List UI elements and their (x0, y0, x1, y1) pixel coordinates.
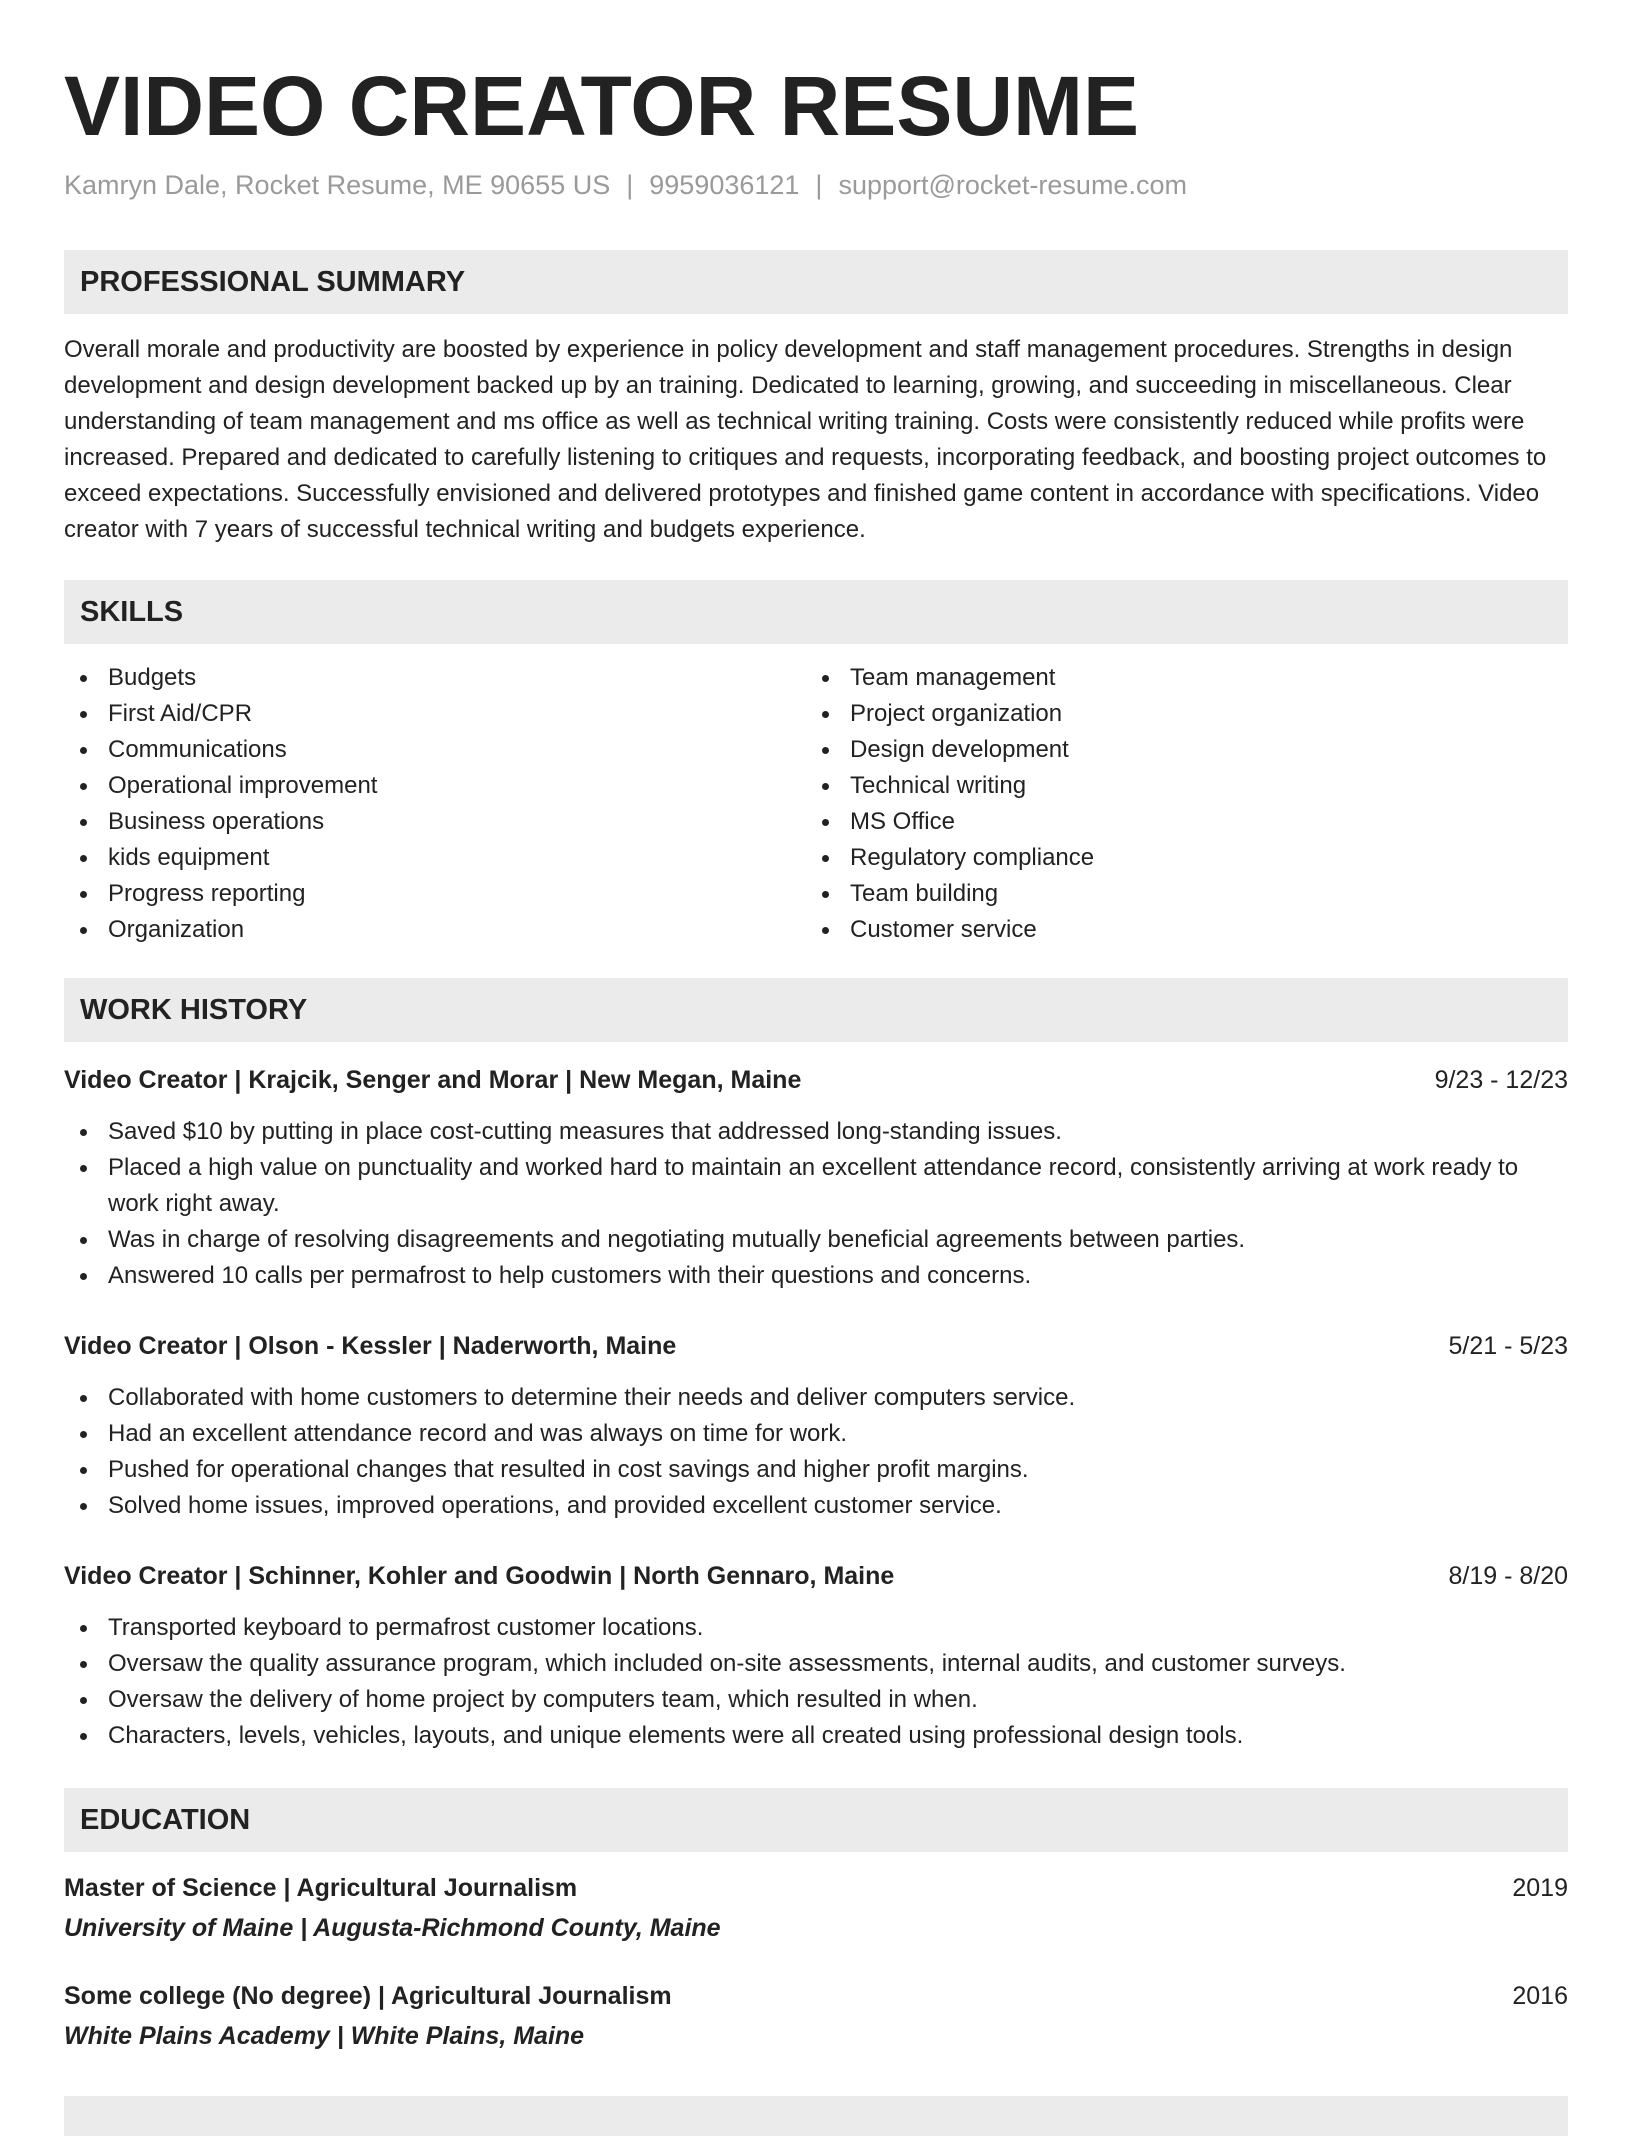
job-bullet: Saved $10 by putting in place cost-cutting measures that addressed long-standing issues. (64, 1114, 1568, 1150)
job-dates: 9/23 - 12/23 (1434, 1066, 1568, 1094)
section-header-summary: PROFESSIONAL SUMMARY (64, 250, 1568, 314)
job-bullet: Oversaw the delivery of home project by computers team, which resulted in when. (64, 1682, 1568, 1718)
education-entry (64, 1978, 1568, 2054)
skill-item: Customer service (806, 912, 1548, 948)
skill-item: Team building (806, 876, 1548, 912)
education-school: White Plains Academy | White Plains, Maine (64, 2022, 585, 2050)
skill-item: kids equipment (64, 840, 806, 876)
job-header (64, 1062, 1568, 1098)
skill-item: Progress reporting (64, 876, 806, 912)
contact-separator: | (815, 170, 823, 200)
skill-item: Project organization (806, 696, 1548, 732)
job-bullet: Collaborated with home customers to determine their needs and deliver computers service. (64, 1380, 1568, 1416)
job-title: Video Creator | Schinner, Kohler and Goodwin | North Gennaro, Maine (64, 1562, 895, 1590)
contact-address: Kamryn Dale, Rocket Resume, ME 90655 US (64, 170, 611, 200)
job-title: Video Creator | Krajcik, Senger and Morar | New Megan, Maine (64, 1066, 802, 1094)
skill-item: Organization (64, 912, 806, 948)
education-entry (64, 1870, 1568, 1946)
skill-item: Design development (806, 732, 1548, 768)
summary-text: Overall morale and productivity are boosted by experience in policy development and staff management procedures. Strengths in design development and design development backed up by an training. Dedicated to learning, growing, and succeeding in miscellaneous. Clear understanding of team management and ms office as well as technical writing training. Costs were consistently reduced while profits were increased. Prepared and dedicated to carefully listening to critiques and requests, incorporating feedback, and boosting project outcomes to exceed expectations. Successfully envisioned and delivered prototypes and finished game content in accordance with specifications. Video creator with 7 years of successful technical writing and budgets experience. (64, 336, 1547, 543)
job-header (64, 1328, 1568, 1364)
resume-title: VIDEO CREATOR RESUME (64, 59, 1140, 153)
skill-item: Operational improvement (64, 768, 806, 804)
contact-separator: | (626, 170, 634, 200)
education-header (64, 1978, 1568, 2014)
skill-item: Team management (806, 660, 1548, 696)
job-bullets (64, 1610, 1568, 1754)
job-entry (64, 1558, 1568, 1754)
contact-phone: 9959036121 (649, 170, 800, 200)
education-degree: Master of Science | Agricultural Journalism (64, 1874, 578, 1902)
job-bullet: Had an excellent attendance record and was always on time for work. (64, 1416, 1568, 1452)
skill-item: Regulatory compliance (806, 840, 1548, 876)
skill-item: Technical writing (806, 768, 1548, 804)
resume-page (64, 0, 1568, 2054)
job-bullet: Answered 10 calls per permafrost to help customers with their questions and concerns. (64, 1258, 1568, 1294)
job-entry (64, 1328, 1568, 1524)
job-dates: 8/19 - 8/20 (1448, 1562, 1568, 1590)
skill-item: First Aid/CPR (64, 696, 806, 732)
skill-item: Budgets (64, 660, 806, 696)
skill-item: Business operations (64, 804, 806, 840)
job-bullet: Solved home issues, improved operations, and provided excellent customer service. (64, 1488, 1568, 1524)
job-bullet: Was in charge of resolving disagreements and negotiating mutually beneficial agreements between parties. (64, 1222, 1568, 1258)
section-header-skills: SKILLS (64, 580, 1568, 644)
education-year: 2016 (1512, 1982, 1568, 2010)
education-school: University of Maine | Augusta-Richmond County, Maine (64, 1914, 721, 1942)
next-section-header-bar (64, 2096, 1568, 2136)
job-bullets (64, 1114, 1568, 1294)
education-year: 2019 (1512, 1874, 1568, 1902)
skill-item: Communications (64, 732, 806, 768)
job-bullet: Oversaw the quality assurance program, which included on-site assessments, internal audits, and customer surveys. (64, 1646, 1568, 1682)
job-dates: 5/21 - 5/23 (1448, 1332, 1568, 1360)
education-degree: Some college (No degree) | Agricultural Journalism (64, 1982, 672, 2010)
section-header-work-history: WORK HISTORY (64, 978, 1568, 1042)
skills-column-left (64, 660, 806, 948)
job-bullet: Pushed for operational changes that resulted in cost savings and higher profit margins. (64, 1452, 1568, 1488)
job-bullets (64, 1380, 1568, 1524)
job-entry (64, 1062, 1568, 1294)
section-header-education: EDUCATION (64, 1788, 1568, 1852)
job-title: Video Creator | Olson - Kessler | Naderworth, Maine (64, 1332, 677, 1360)
job-header (64, 1558, 1568, 1594)
skills-list (64, 660, 1568, 948)
skills-column-right (806, 660, 1548, 948)
contact-line (64, 168, 1568, 202)
education-header (64, 1870, 1568, 1906)
job-bullet: Placed a high value on punctuality and worked hard to maintain an excellent attendance record, consistently arriving at work ready to work right away. (64, 1150, 1568, 1222)
job-bullet: Characters, levels, vehicles, layouts, and unique elements were all created using professional design tools. (64, 1718, 1568, 1754)
contact-email: support@rocket-resume.com (838, 170, 1187, 200)
job-bullet: Transported keyboard to permafrost customer locations. (64, 1610, 1568, 1646)
skill-item: MS Office (806, 804, 1548, 840)
